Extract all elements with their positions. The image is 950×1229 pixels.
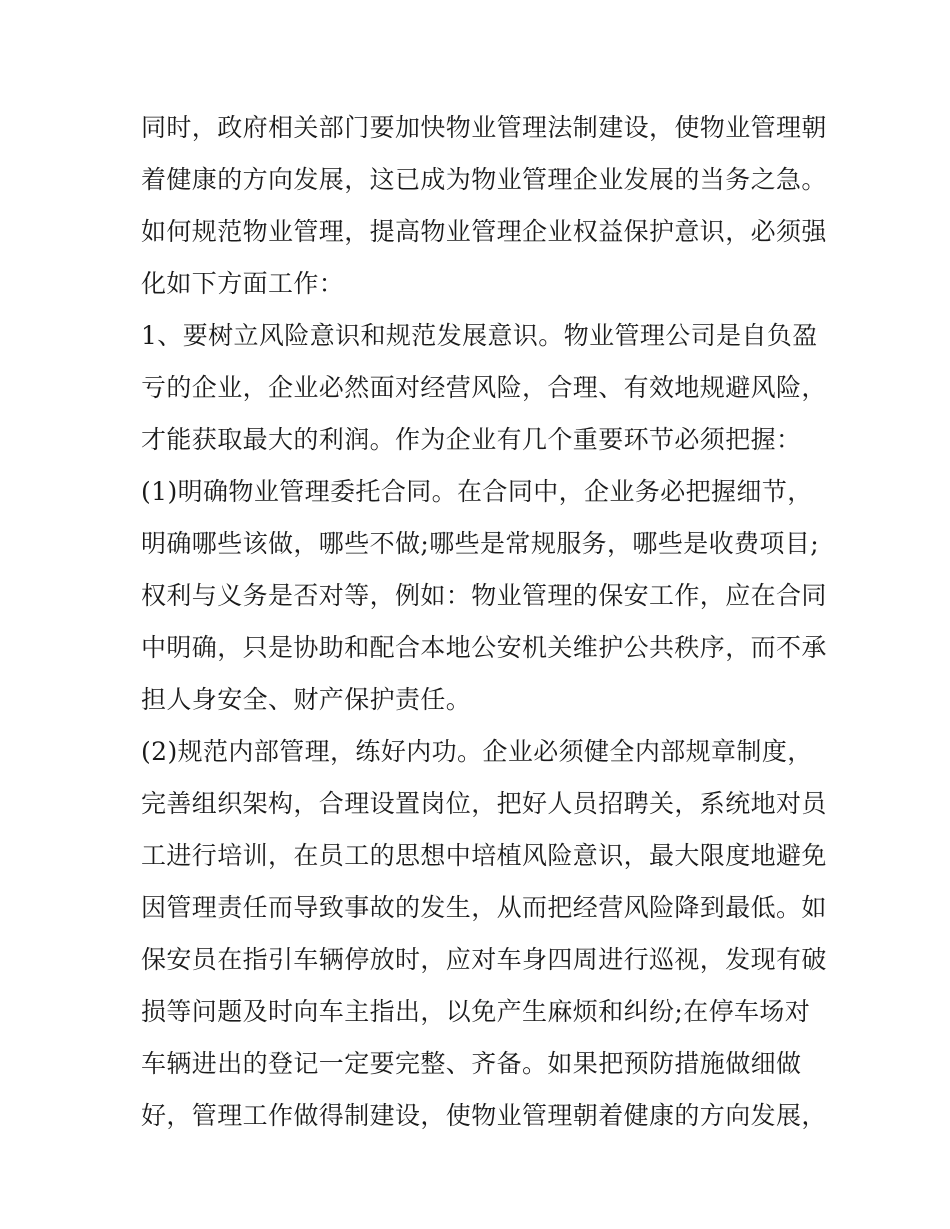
text-line: 完善组织架构，合理设置岗位，把好人员招聘关，系统地对员	[141, 789, 827, 818]
text-line: 担人身安全、财产保护责任。	[141, 685, 472, 714]
text-line: 工进行培训，在员工的思想中培植风险意识，最大限度地避免	[141, 841, 827, 870]
text-line: 亏的企业，企业必然面对经营风险，合理、有效地规避风险，	[141, 373, 827, 402]
text-line: 化如下方面工作：	[141, 269, 345, 298]
text-line: 权利与义务是否对等，例如：物业管理的保安工作，应在合同	[141, 581, 827, 610]
text-line: (2)规范内部管理，练好内功。企业必须健全内部规章制度，	[141, 737, 813, 766]
text-line: 着健康的方向发展，这已成为物业管理企业发展的当务之急。	[141, 165, 827, 194]
text-line: 因管理责任而导致事故的发生，从而把经营风险降到最低。如	[141, 893, 827, 922]
text-line: 保安员在指引车辆停放时，应对车身四周进行巡视，发现有破	[141, 945, 827, 974]
text-line: 才能获取最大的利润。作为企业有几个重要环节必须把握：	[141, 425, 802, 454]
text-line: (1)明确物业管理委托合同。在合同中，企业务必把握细节，	[141, 477, 813, 506]
text-line: 如何规范物业管理，提高物业管理企业权益保护意识，必须强	[141, 217, 827, 246]
text-line: 损等问题及时向车主指出，以免产生麻烦和纠纷;在停车场对	[141, 997, 811, 1026]
text-line: 车辆进出的登记一定要完整、齐备。如果把预防措施做细做	[141, 1049, 802, 1078]
text-line: 中明确，只是协助和配合本地公安机关维护公共秩序，而不承	[141, 633, 827, 662]
text-line: 好，管理工作做得制建设，使物业管理朝着健康的方向发展，	[141, 1101, 827, 1130]
text-line: 明确哪些该做，哪些不做;哪些是常规服务，哪些是收费项目;	[141, 529, 820, 558]
text-line: 1、要树立风险意识和规范发展意识。物业管理公司是自负盈	[141, 321, 818, 350]
text-line: 同时，政府相关部门要加快物业管理法制建设，使物业管理朝	[141, 113, 827, 142]
